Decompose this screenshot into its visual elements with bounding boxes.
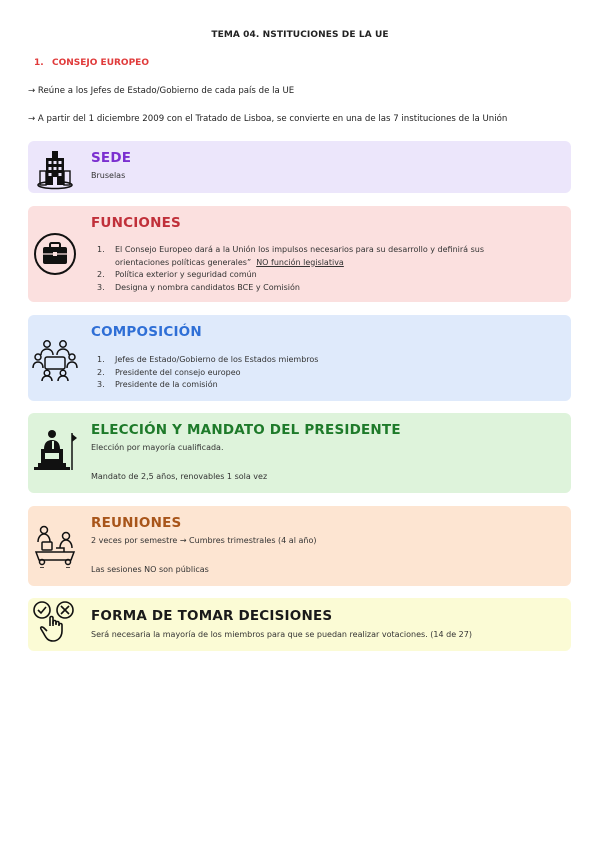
funciones-heading: FUNCIONES xyxy=(91,215,181,231)
card-composicion xyxy=(28,315,571,401)
card-eleccion xyxy=(28,413,571,493)
composicion-item-1-text: Jefes de Estado/Gobierno de los Estados miembros xyxy=(115,355,319,364)
eleccion-heading: ELECCIÓN Y MANDATO DEL PRESIDENTE xyxy=(91,422,401,438)
decisiones-line-1: Será necesaria la mayoría de los miembros para que se puedan realizar votaciones. (14 de 27) xyxy=(91,630,472,639)
building-icon xyxy=(32,145,78,191)
funciones-item-1-text-cont: orientaciones políticas generales” xyxy=(115,257,252,267)
list-item: 1. Jefes de Estado/Gobierno de los Estados miembros xyxy=(97,355,319,364)
funciones-item-1-note: NO función legislativa xyxy=(256,257,344,267)
funciones-item-1-text: El Consejo Europeo dará a la Unión los impulsos necesarios para su desarrollo y definirá sus xyxy=(115,245,485,254)
reuniones-heading: REUNIONES xyxy=(91,515,182,531)
intro-line-2: → A partir del 1 diciembre 2009 con el Tratado de Lisboa, se convierte en una de las 7 instituciones de la Unión xyxy=(28,114,508,124)
card-sede xyxy=(28,141,571,193)
list-item: 1. El Consejo Europeo dará a la Unión los impulsos necesarios para su desarrollo y definirá sus orientaciones políticas generales” NO función legislativa xyxy=(97,245,485,267)
conference-table-icon xyxy=(32,522,78,568)
card-reuniones xyxy=(28,506,571,586)
funciones-item-3-text: Designa y nombra candidatos BCE y Comisión xyxy=(115,282,300,292)
sede-heading: SEDE xyxy=(91,150,132,166)
intro-line-1: → Reúne a los Jefes de Estado/Gobierno de cada país de la UE xyxy=(28,86,295,96)
eleccion-line-1: Elección por mayoría cualificada. xyxy=(91,443,224,452)
meeting-group-icon xyxy=(32,335,78,381)
eleccion-line-2: Mandato de 2,5 años, renovables 1 sola vez xyxy=(91,472,268,481)
composicion-heading: COMPOSICIÓN xyxy=(91,324,202,340)
decisiones-heading: FORMA DE TOMAR DECISIONES xyxy=(91,608,333,624)
list-item: 3. Presidente de la comisión xyxy=(97,380,218,389)
composicion-list xyxy=(91,354,318,392)
composicion-item-2-text: Presidente del consejo europeo xyxy=(115,367,241,377)
vote-hand-icon xyxy=(32,600,78,646)
reuniones-line-2: Las sesiones NO son públicas xyxy=(91,565,209,574)
section-heading xyxy=(34,58,149,68)
composicion-item-3-text: Presidente de la comisión xyxy=(115,380,218,389)
document-title: TEMA 04. NSTITUCIONES DE LA UE xyxy=(211,30,389,40)
sede-text: Bruselas xyxy=(91,171,126,180)
card-funciones xyxy=(28,206,571,302)
list-item: 2. Política exterior y seguridad común xyxy=(97,270,257,279)
reuniones-line-1: 2 veces por semestre → Cumbres trimestrales (4 al año) xyxy=(91,536,317,545)
speaker-podium-icon xyxy=(32,427,78,473)
section-title: CONSEJO EUROPEO xyxy=(52,58,149,68)
list-item: 2. Presidente del consejo europeo xyxy=(97,367,241,377)
funciones-item-2-text: Política exterior y seguridad común xyxy=(115,270,257,279)
briefcase-icon xyxy=(32,231,78,277)
card-decisiones xyxy=(28,598,571,651)
funciones-list xyxy=(91,244,484,294)
list-item: 3. Designa y nombra candidatos BCE y Comisión xyxy=(97,282,300,292)
section-number: 1. xyxy=(34,58,44,68)
